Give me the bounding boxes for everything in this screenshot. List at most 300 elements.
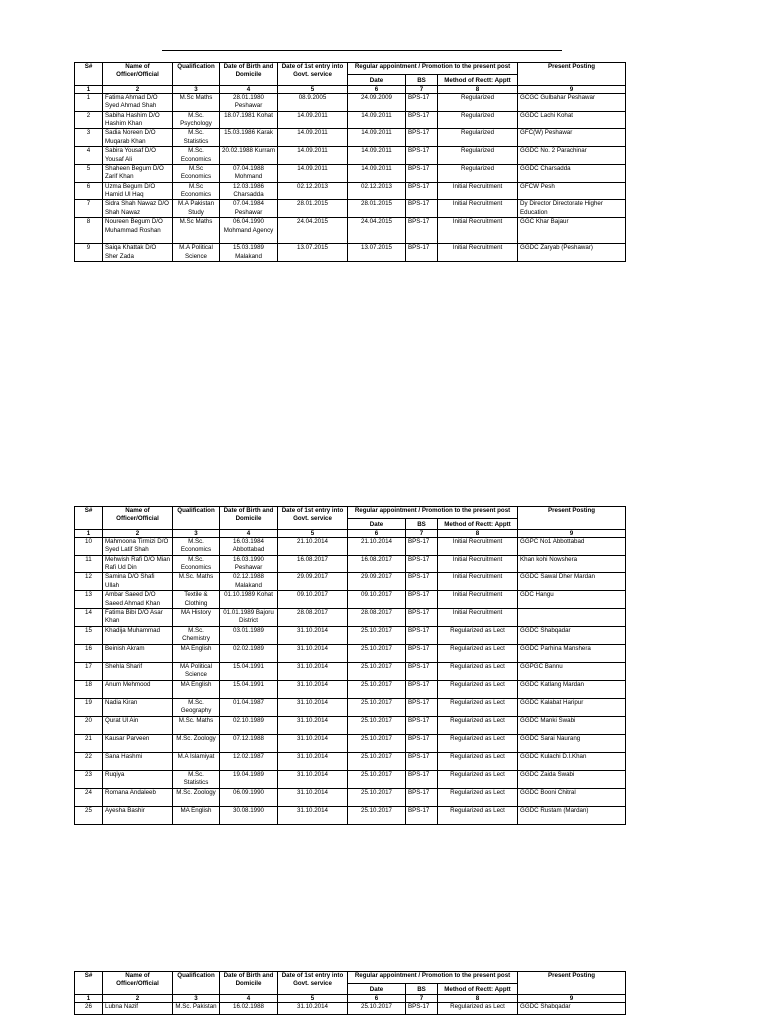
header-name: Name of Officer/Official	[103, 63, 173, 86]
serial-cell: 25	[75, 806, 103, 824]
bs-cell: BPS-17	[406, 788, 438, 806]
name-cell: Beinish Akram	[103, 644, 173, 662]
first-entry-cell: 14.09.2011	[278, 147, 348, 165]
table-row	[75, 626, 626, 644]
method-cell: Initial Recruitment	[438, 218, 518, 244]
column-number-8: 8	[438, 86, 518, 94]
qualification-cell: MA History	[173, 608, 220, 626]
bs-cell: BPS-17	[406, 626, 438, 644]
seniority-table-2	[74, 506, 626, 825]
name-cell: Lubna Nazif	[103, 1003, 173, 1015]
posting-cell: GGDC Kulachi D.I.Khan	[518, 752, 626, 770]
posting-cell: GGDC Rustam (Mardan)	[518, 806, 626, 824]
qualification-cell: MA English	[173, 680, 220, 698]
bs-cell: BPS-17	[406, 608, 438, 626]
dob-domicile-cell: 20.02.1988 Kurram	[220, 147, 278, 165]
first-entry-cell: 31.10.2014	[278, 680, 348, 698]
appointment-date-cell: 25.10.2017	[348, 626, 406, 644]
method-cell: Regularized as Lect	[438, 788, 518, 806]
column-number-7: 7	[406, 86, 438, 94]
method-cell: Initial Recruitment	[438, 200, 518, 218]
table-row	[75, 644, 626, 662]
column-number-9: 9	[518, 995, 626, 1003]
posting-cell: GGDC Zaida Swabi	[518, 770, 626, 788]
header-date: Date	[348, 984, 406, 995]
first-entry-cell: 31.10.2014	[278, 662, 348, 680]
column-number-6: 6	[348, 530, 406, 538]
dob-domicile-cell: 06.04.1990 Mohmand Agency	[220, 218, 278, 244]
name-cell: Uzma Begum D/O Hamid Ul Haq	[103, 182, 173, 200]
dob-domicile-cell: 01.04.1987	[220, 698, 278, 716]
table-row	[75, 244, 626, 262]
serial-cell: 17	[75, 662, 103, 680]
bs-cell: BPS-17	[406, 147, 438, 165]
bs-cell: BPS-17	[406, 182, 438, 200]
posting-cell: GGDC Katlang Mardan	[518, 680, 626, 698]
qualification-cell: MA Political Science	[173, 662, 220, 680]
serial-cell: 13	[75, 591, 103, 609]
header-method: Method of Rectt: Apptt	[438, 519, 518, 530]
appointment-date-cell: 28.08.2017	[348, 608, 406, 626]
dob-domicile-cell: 06.09.1990	[220, 788, 278, 806]
table-row	[75, 662, 626, 680]
first-entry-cell: 08.9.2005	[278, 94, 348, 112]
table-row	[75, 200, 626, 218]
seniority-table-3	[74, 971, 626, 1015]
name-cell: Fatima Bibi D/O Asar Khan	[103, 608, 173, 626]
first-entry-cell: 31.10.2014	[278, 752, 348, 770]
column-number-9: 9	[518, 530, 626, 538]
appointment-date-cell: 25.10.2017	[348, 752, 406, 770]
bs-cell: BPS-17	[406, 806, 438, 824]
bs-cell: BPS-17	[406, 716, 438, 734]
method-cell: Regularized	[438, 129, 518, 147]
qualification-cell: M.Sc. Zoology	[173, 788, 220, 806]
table-row	[75, 1003, 626, 1015]
method-cell: Initial Recruitment	[438, 591, 518, 609]
table-row	[75, 734, 626, 752]
serial-cell: 15	[75, 626, 103, 644]
serial-cell: 14	[75, 608, 103, 626]
name-cell: Sadia Noreen D/O Muqarab Khan	[103, 129, 173, 147]
posting-cell: GCGC Gulbahar Peshawar	[518, 94, 626, 112]
column-number-2: 2	[103, 995, 173, 1003]
appointment-date-cell: 25.10.2017	[348, 734, 406, 752]
header-first-entry: Date of 1st entry into Govt. service	[278, 507, 348, 530]
header-name: Name of Officer/Official	[103, 507, 173, 530]
dob-domicile-cell: 16.02.1988	[220, 1003, 278, 1015]
bs-cell: BPS-17	[406, 94, 438, 112]
bs-cell: BPS-17	[406, 129, 438, 147]
method-cell: Initial Recruitment	[438, 555, 518, 573]
method-cell: Regularized as Lect	[438, 644, 518, 662]
dob-domicile-cell: 15.04.1991	[220, 662, 278, 680]
method-cell: Initial Recruitment	[438, 608, 518, 626]
bs-cell: BPS-17	[406, 1003, 438, 1015]
appointment-date-cell: 25.10.2017	[348, 806, 406, 824]
qualification-cell: M.Sc. Psychology	[173, 111, 220, 129]
column-number-5: 5	[278, 530, 348, 538]
appointment-date-cell: 29.09.2017	[348, 573, 406, 591]
appointment-date-cell: 14.09.2011	[348, 147, 406, 165]
dob-domicile-cell: 02.12.1988 Malakand	[220, 573, 278, 591]
dob-domicile-cell: 01.01.1989 Bajoru District	[220, 608, 278, 626]
appointment-date-cell: 25.10.2017	[348, 716, 406, 734]
dob-domicile-cell: 01.10.1989 Kohat	[220, 591, 278, 609]
column-number-4: 4	[220, 86, 278, 94]
posting-cell: GGDC Lachi Kohat	[518, 111, 626, 129]
dob-domicile-cell: 12.02.1987	[220, 752, 278, 770]
header-present-posting: Present Posting	[518, 507, 626, 530]
bs-cell: BPS-17	[406, 680, 438, 698]
header-serial: S#	[75, 972, 103, 995]
posting-cell: GGDC Sarai Naurang	[518, 734, 626, 752]
name-cell: Kausar Parveen	[103, 734, 173, 752]
first-entry-cell: 31.10.2014	[278, 626, 348, 644]
bs-cell: BPS-17	[406, 244, 438, 262]
qualification-cell: M.Sc. Economics	[173, 555, 220, 573]
posting-cell: GGDC Shabqadar	[518, 626, 626, 644]
table-row	[75, 129, 626, 147]
name-cell: Shaheen Begum D/O Zarif Khan	[103, 164, 173, 182]
first-entry-cell: 24.04.2015	[278, 218, 348, 244]
column-number-8: 8	[438, 995, 518, 1003]
dob-domicile-cell: 19.04.1989	[220, 770, 278, 788]
first-entry-cell: 16.08.2017	[278, 555, 348, 573]
column-number-row	[75, 86, 626, 94]
header-bs: BS	[406, 75, 438, 86]
posting-cell: GGDC No. 2 Parachinar	[518, 147, 626, 165]
serial-cell: 3	[75, 129, 103, 147]
method-cell: Regularized as Lect	[438, 662, 518, 680]
column-number-5: 5	[278, 995, 348, 1003]
table-row	[75, 752, 626, 770]
first-entry-cell: 28.01.2015	[278, 200, 348, 218]
serial-cell: 4	[75, 147, 103, 165]
table-row	[75, 806, 626, 824]
posting-cell: GGDC Shabqadar	[518, 1003, 626, 1015]
qualification-cell: M.Sc Maths	[173, 94, 220, 112]
first-entry-cell: 31.10.2014	[278, 698, 348, 716]
appointment-date-cell: 14.09.2011	[348, 129, 406, 147]
column-number-9: 9	[518, 86, 626, 94]
posting-cell: GGDC Booni Chitral	[518, 788, 626, 806]
serial-cell: 26	[75, 1003, 103, 1015]
appointment-date-cell: 14.09.2011	[348, 111, 406, 129]
table-row	[75, 94, 626, 112]
header-regular-appointment: Regular appointment / Promotion to the present post	[348, 63, 518, 75]
serial-cell: 22	[75, 752, 103, 770]
header-name: Name of Officer/Official	[103, 972, 173, 995]
name-cell: Sabiha Hashim D/O Hashim Khan	[103, 111, 173, 129]
dob-domicile-cell: 15.03.1989 Malakand	[220, 244, 278, 262]
table-row	[75, 788, 626, 806]
qualification-cell: M.Sc. Statistics	[173, 129, 220, 147]
name-cell: Noureen Begum D/O Muhammad Roshan	[103, 218, 173, 244]
first-entry-cell: 28.08.2017	[278, 608, 348, 626]
header-qualification: Qualification	[173, 63, 220, 86]
header-method: Method of Rectt: Apptt	[438, 984, 518, 995]
bs-cell: BPS-17	[406, 555, 438, 573]
serial-cell: 19	[75, 698, 103, 716]
name-cell: Sidra Shah Nawaz D/O Shah Nawaz	[103, 200, 173, 218]
column-number-6: 6	[348, 995, 406, 1003]
table-row	[75, 716, 626, 734]
qualification-cell: M.A Political Science	[173, 244, 220, 262]
table-row	[75, 218, 626, 244]
first-entry-cell: 31.10.2014	[278, 788, 348, 806]
qualification-cell: M.Sc. Maths	[173, 573, 220, 591]
method-cell: Regularized as Lect	[438, 716, 518, 734]
name-cell: Khadija Muhammad	[103, 626, 173, 644]
table-row	[75, 111, 626, 129]
method-cell: Regularized as Lect	[438, 680, 518, 698]
serial-cell: 11	[75, 555, 103, 573]
serial-cell: 21	[75, 734, 103, 752]
serial-cell: 6	[75, 182, 103, 200]
name-cell: Ayesha Bashir	[103, 806, 173, 824]
appointment-date-cell: 02.12.2013	[348, 182, 406, 200]
posting-cell: GGDC Kalabat Haripur	[518, 698, 626, 716]
posting-cell: GGDC Manki Swabi	[518, 716, 626, 734]
posting-cell: GGDC Sawal Dher Mardan	[518, 573, 626, 591]
name-cell: Ambar Saeed D/O Saeed Ahmad Khan	[103, 591, 173, 609]
top-rule	[162, 50, 562, 51]
qualification-cell: M.Sc Maths	[173, 218, 220, 244]
header-dob-domicile: Date of Birth and Domicile	[220, 972, 278, 995]
first-entry-cell: 31.10.2014	[278, 734, 348, 752]
qualification-cell: MA English	[173, 644, 220, 662]
method-cell: Initial Recruitment	[438, 538, 518, 556]
name-cell: Saiqa Khattak D/O Sher Zada	[103, 244, 173, 262]
column-number-6: 6	[348, 86, 406, 94]
header-bs: BS	[406, 519, 438, 530]
seniority-table-1	[74, 62, 626, 262]
name-cell: Anum Mehmood	[103, 680, 173, 698]
bs-cell: BPS-17	[406, 591, 438, 609]
method-cell: Regularized	[438, 164, 518, 182]
name-cell: Mahmoona Tirmizi D/O Syed Latif Shah	[103, 538, 173, 556]
serial-cell: 10	[75, 538, 103, 556]
bs-cell: BPS-17	[406, 538, 438, 556]
first-entry-cell: 14.09.2011	[278, 111, 348, 129]
first-entry-cell: 31.10.2014	[278, 770, 348, 788]
bs-cell: BPS-17	[406, 164, 438, 182]
serial-cell: 9	[75, 244, 103, 262]
dob-domicile-cell: 15.04.1991	[220, 680, 278, 698]
column-number-2: 2	[103, 530, 173, 538]
dob-domicile-cell: 07.12.1988	[220, 734, 278, 752]
column-number-3: 3	[173, 86, 220, 94]
appointment-date-cell: 25.10.2017	[348, 680, 406, 698]
serial-cell: 2	[75, 111, 103, 129]
header-regular-appointment: Regular appointment / Promotion to the present post	[348, 972, 518, 984]
serial-cell: 8	[75, 218, 103, 244]
qualification-cell: M.Sc. Economics	[173, 538, 220, 556]
dob-domicile-cell: 15.03.1986 Karak	[220, 129, 278, 147]
bs-cell: BPS-17	[406, 734, 438, 752]
table-row	[75, 182, 626, 200]
header-first-entry: Date of 1st entry into Govt. service	[278, 63, 348, 86]
name-cell: Qurat Ul Ain	[103, 716, 173, 734]
posting-cell: GGPGC Bannu	[518, 662, 626, 680]
posting-cell: GFC(W) Peshawar	[518, 129, 626, 147]
qualification-cell: M.Sc. Statistics	[173, 770, 220, 788]
header-dob-domicile: Date of Birth and Domicile	[220, 507, 278, 530]
table-row	[75, 770, 626, 788]
column-number-7: 7	[406, 995, 438, 1003]
table-row	[75, 608, 626, 626]
bs-cell: BPS-17	[406, 111, 438, 129]
table-row	[75, 147, 626, 165]
first-entry-cell: 29.09.2017	[278, 573, 348, 591]
appointment-date-cell: 25.10.2017	[348, 1003, 406, 1015]
posting-cell: GFCW Pesh	[518, 182, 626, 200]
first-entry-cell: 31.10.2014	[278, 644, 348, 662]
appointment-date-cell: 24.09.2009	[348, 94, 406, 112]
appointment-date-cell: 25.10.2017	[348, 788, 406, 806]
appointment-date-cell: 21.10.2014	[348, 538, 406, 556]
qualification-cell: M.Sc. Maths	[173, 716, 220, 734]
method-cell: Regularized as Lect	[438, 698, 518, 716]
serial-cell: 24	[75, 788, 103, 806]
header-date: Date	[348, 519, 406, 530]
posting-cell: GDC Hangu	[518, 591, 626, 609]
name-cell: Nadia Kiran	[103, 698, 173, 716]
qualification-cell: M.Sc. Economics	[173, 147, 220, 165]
header-serial: S#	[75, 63, 103, 86]
dob-domicile-cell: 12.03.1986 Charsadda	[220, 182, 278, 200]
column-number-4: 4	[220, 995, 278, 1003]
header-present-posting: Present Posting	[518, 63, 626, 86]
qualification-cell: M.Sc Economics	[173, 164, 220, 182]
table-row	[75, 538, 626, 556]
bs-cell: BPS-17	[406, 770, 438, 788]
appointment-date-cell: 14.09.2011	[348, 164, 406, 182]
header-serial: S#	[75, 507, 103, 530]
method-cell: Initial Recruitment	[438, 244, 518, 262]
header-qualification: Qualification	[173, 972, 220, 995]
appointment-date-cell: 25.10.2017	[348, 644, 406, 662]
name-cell: Samina D/O Shafi Ullah	[103, 573, 173, 591]
method-cell: Regularized as Lect	[438, 734, 518, 752]
dob-domicile-cell: 30.08.1990	[220, 806, 278, 824]
dob-domicile-cell: 16.03.1984 Abbottabad	[220, 538, 278, 556]
name-cell: Romana Andaleeb	[103, 788, 173, 806]
dob-domicile-cell: 18.07.1981 Kohat	[220, 111, 278, 129]
column-number-8: 8	[438, 530, 518, 538]
header-first-entry: Date of 1st entry into Govt. service	[278, 972, 348, 995]
posting-cell: GGDC Zaryab (Peshawar)	[518, 244, 626, 262]
qualification-cell: Textile & Clothing	[173, 591, 220, 609]
appointment-date-cell: 25.10.2017	[348, 770, 406, 788]
posting-cell: Dy Director Directorate Higher Education	[518, 200, 626, 218]
column-number-3: 3	[173, 530, 220, 538]
method-cell: Regularized as Lect	[438, 806, 518, 824]
bs-cell: BPS-17	[406, 644, 438, 662]
bs-cell: BPS-17	[406, 218, 438, 244]
posting-cell: GGDC Parhina Manshera	[518, 644, 626, 662]
name-cell: Fatima Ahmad D/O Syed Ahmad Shah	[103, 94, 173, 112]
first-entry-cell: 09.10.2017	[278, 591, 348, 609]
first-entry-cell: 13.07.2015	[278, 244, 348, 262]
first-entry-cell: 31.10.2014	[278, 806, 348, 824]
bs-cell: BPS-17	[406, 200, 438, 218]
bs-cell: BPS-17	[406, 698, 438, 716]
qualification-cell: M.Sc. Pakistan	[173, 1003, 220, 1015]
appointment-date-cell: 24.04.2015	[348, 218, 406, 244]
table-row	[75, 555, 626, 573]
method-cell: Regularized	[438, 94, 518, 112]
method-cell: Regularized	[438, 147, 518, 165]
column-number-row	[75, 995, 626, 1003]
column-number-1: 1	[75, 995, 103, 1003]
appointment-date-cell: 28.01.2015	[348, 200, 406, 218]
serial-cell: 23	[75, 770, 103, 788]
serial-cell: 1	[75, 94, 103, 112]
posting-cell	[518, 608, 626, 626]
appointment-date-cell: 25.10.2017	[348, 662, 406, 680]
column-number-3: 3	[173, 995, 220, 1003]
serial-cell: 12	[75, 573, 103, 591]
header-date: Date	[348, 75, 406, 86]
appointment-date-cell: 09.10.2017	[348, 591, 406, 609]
first-entry-cell: 31.10.2014	[278, 716, 348, 734]
first-entry-cell: 14.09.2011	[278, 129, 348, 147]
name-cell: Sabira Yousaf D/O Yousaf Ali	[103, 147, 173, 165]
dob-domicile-cell: 16.03.1990 Peshawar	[220, 555, 278, 573]
qualification-cell: M.Sc. Zoology	[173, 734, 220, 752]
appointment-date-cell: 25.10.2017	[348, 698, 406, 716]
name-cell: Sana Hashmi	[103, 752, 173, 770]
posting-cell: Khan kohi Nowshera	[518, 555, 626, 573]
column-number-5: 5	[278, 86, 348, 94]
appointment-date-cell: 13.07.2015	[348, 244, 406, 262]
header-regular-appointment: Regular appointment / Promotion to the present post	[348, 507, 518, 519]
serial-cell: 7	[75, 200, 103, 218]
bs-cell: BPS-17	[406, 752, 438, 770]
dob-domicile-cell: 02.10.1989	[220, 716, 278, 734]
dob-domicile-cell: 03.01.1989	[220, 626, 278, 644]
bs-cell: BPS-17	[406, 662, 438, 680]
dob-domicile-cell: 02.02.1989	[220, 644, 278, 662]
name-cell: Shehla Sharif	[103, 662, 173, 680]
method-cell: Regularized as Lect	[438, 770, 518, 788]
name-cell: Ruqiya	[103, 770, 173, 788]
method-cell: Initial Recruitment	[438, 573, 518, 591]
appointment-date-cell: 16.08.2017	[348, 555, 406, 573]
header-bs: BS	[406, 984, 438, 995]
column-number-7: 7	[406, 530, 438, 538]
header-method: Method of Rectt: Apptt	[438, 75, 518, 86]
header-dob-domicile: Date of Birth and Domicile	[220, 63, 278, 86]
first-entry-cell: 02.12.2013	[278, 182, 348, 200]
method-cell: Regularized	[438, 111, 518, 129]
bs-cell: BPS-17	[406, 573, 438, 591]
dob-domicile-cell: 07.04.1984 Peshawar	[220, 200, 278, 218]
posting-cell: GGC Khar Bajaur	[518, 218, 626, 244]
header-qualification: Qualification	[173, 507, 220, 530]
qualification-cell: M.A Islamiyat	[173, 752, 220, 770]
qualification-cell: MA English	[173, 806, 220, 824]
table-row	[75, 591, 626, 609]
method-cell: Regularized as Lect	[438, 1003, 518, 1015]
table-row	[75, 680, 626, 698]
first-entry-cell: 14.09.2011	[278, 164, 348, 182]
first-entry-cell: 21.10.2014	[278, 538, 348, 556]
first-entry-cell: 31.10.2014	[278, 1003, 348, 1015]
posting-cell: GGDC Charsadda	[518, 164, 626, 182]
